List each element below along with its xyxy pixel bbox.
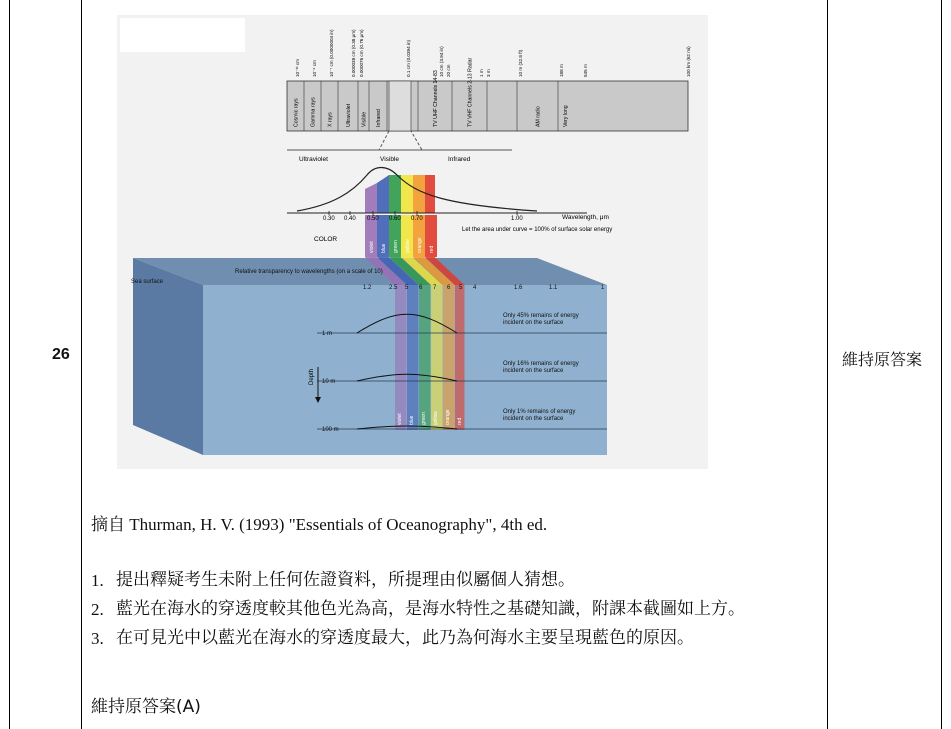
water-vertical-band	[455, 285, 465, 430]
spectrum-band-label: TV UHF Channels 14-83	[433, 70, 439, 127]
point-3	[91, 624, 821, 653]
transparency-value: 1	[601, 285, 605, 291]
ocean-side	[133, 258, 203, 455]
point-1-number: 1.	[91, 571, 104, 590]
figure-caption: 摘自 Thurman, H. V. (1993) "Essentials of Oceanography", 4th ed.	[91, 515, 548, 534]
transparency-value: 1.6	[514, 285, 523, 291]
spectrum-tick-label: 3 m	[486, 69, 491, 77]
table-border-number	[81, 0, 82, 729]
wavelength-label: Wavelength, μm	[562, 214, 609, 221]
color-name-label: yellow	[405, 239, 411, 253]
spectrum-tick-label: 0.000038 cm (0.38 μm)	[351, 29, 356, 77]
water-color-name: violet	[397, 413, 403, 425]
water-vertical-band	[395, 285, 407, 430]
curve-note: Let the area under curve = 100% of surface solar energy	[462, 227, 613, 233]
textbook-figure	[117, 15, 708, 469]
spectrum-tick-label: 188 m	[559, 64, 564, 77]
wavelength-tick-label: 0.50	[367, 216, 379, 222]
depth-note-line2: incident on the surface	[503, 320, 564, 326]
wavelength-tick-label: 0.40	[344, 216, 356, 222]
depth-note-line1: Only 45% remains of energy	[503, 313, 579, 319]
point-1	[91, 566, 821, 595]
point-3-number: 3.	[91, 629, 104, 648]
spectrum-band-label: AM radio	[535, 106, 542, 127]
transparency-value: 6	[447, 285, 451, 291]
question-number: 26	[52, 346, 70, 363]
response-points	[91, 566, 821, 653]
spectrum-tick-label: 20 cm	[446, 64, 451, 77]
water-color-name: yellow	[433, 411, 439, 425]
table-border-result	[827, 0, 828, 729]
color-name-label: green	[393, 240, 399, 253]
water-vertical-band	[407, 285, 419, 430]
verdict: 維持原答案(A)	[91, 697, 201, 717]
color-label: COLOR	[314, 236, 338, 243]
table-border-right	[941, 0, 942, 729]
color-name-label: violet	[369, 241, 375, 253]
color-name-label: orange	[417, 237, 423, 253]
wavelength-tick-label: 1.00	[511, 216, 523, 222]
depth-axis-label: Depth	[309, 368, 315, 385]
region-visible: Visible	[380, 156, 400, 163]
spectrum-tick-label: 10⁻¹¹ cm	[295, 59, 300, 77]
spectrum-figure-svg	[117, 15, 708, 469]
spectrum-band-label: Gamma rays	[310, 97, 317, 127]
wavelength-tick-label: 0.60	[389, 216, 401, 222]
spectrum-tick-label: 10⁻⁷ cm (0.0000004 in)	[329, 29, 334, 77]
upper-color-band	[413, 175, 425, 213]
upper-color-band	[389, 175, 401, 213]
depth-value: 100 m	[322, 427, 339, 433]
transparency-value: 7	[433, 285, 437, 291]
depth-note-line2: incident on the surface	[503, 368, 564, 374]
spectrum-tick-label: 10 cm (3.94 in)	[439, 46, 444, 77]
water-vertical-band	[431, 285, 443, 430]
transparency-value: 4	[473, 285, 477, 291]
spectrum-band-label: Cosmic rays	[293, 98, 300, 127]
visible-band	[389, 81, 411, 131]
spectrum-tick-label: 545 m	[583, 64, 588, 77]
transparency-value: 5	[459, 285, 463, 291]
point-2-number: 2.	[91, 600, 104, 619]
wavelength-tick-label: 0.30	[323, 216, 335, 222]
wavelength-tick-label: 0.70	[411, 216, 423, 222]
transparency-value: 1.2	[363, 285, 372, 291]
point-3-text: 在可見光中以藍光在海水的穿透度最大，此乃為何海水主要呈現藍色的原因。	[116, 628, 694, 648]
region-uv: Ultraviolet	[299, 156, 328, 163]
depth-note-line1: Only 1% remains of energy	[503, 409, 576, 415]
spectrum-tick-label: 1 m	[479, 69, 484, 77]
spectrum-tick-label: 100 km (62 mi)	[686, 46, 691, 77]
color-name-label: blue	[381, 243, 387, 253]
depth-value: 1 m	[322, 331, 333, 337]
water-vertical-band	[419, 285, 431, 430]
water-color-name: green	[421, 412, 427, 425]
spectrum-band-label: Ultraviolet	[346, 103, 352, 127]
spectrum-band-label: TV VHF Channels 2-13 Radar	[467, 57, 474, 127]
transparency-value: 2.5	[389, 285, 398, 291]
spectrum-band-label: Infrared	[376, 109, 382, 127]
water-color-name: orange	[445, 409, 451, 425]
depth-note-line2: incident on the surface	[503, 416, 564, 422]
spectrum-tick-label: 10 m (32.8 ft)	[518, 49, 523, 77]
spectrum-band-label: Very long	[563, 105, 569, 127]
spectrum-tick-label: 0.1 cm (0.0394 in)	[406, 39, 411, 77]
depth-note-line1: Only 16% remains of energy	[503, 361, 579, 367]
point-1-text: 提出釋疑考生未附上任何佐證資料，所提理由似屬個人猜想。	[116, 570, 575, 590]
spectrum-band-label: X rays	[327, 112, 334, 127]
point-2-text: 藍光在海水的穿透度較其他色光為高，是海水特性之基礎知識，附課本截圖如上方。	[116, 599, 745, 619]
sea-surface-label: Sea surface	[131, 279, 164, 285]
spectrum-tick-label: 10⁻⁸ cm	[312, 60, 317, 77]
water-color-name: blue	[409, 415, 415, 425]
depth-value: 10 m	[322, 379, 336, 385]
point-2	[91, 595, 821, 624]
water-vertical-band	[443, 285, 455, 430]
transparency-label: Relative transparency to wavelengths (on a scale of 10)	[235, 269, 383, 275]
transparency-value: 1.1	[549, 285, 558, 291]
transparency-value: 6	[419, 285, 423, 291]
region-ir: Infrared	[448, 156, 471, 163]
spectrum-tick-label: 0.000076 cm (0.76 μm)	[359, 29, 364, 77]
transparency-value: 5	[405, 285, 409, 291]
result-cell: 維持原答案	[842, 350, 923, 369]
water-color-name: red	[457, 417, 463, 425]
color-name-label: red	[429, 245, 435, 253]
spectrum-band-label: Visible	[361, 111, 368, 127]
table-border-left	[9, 0, 10, 729]
